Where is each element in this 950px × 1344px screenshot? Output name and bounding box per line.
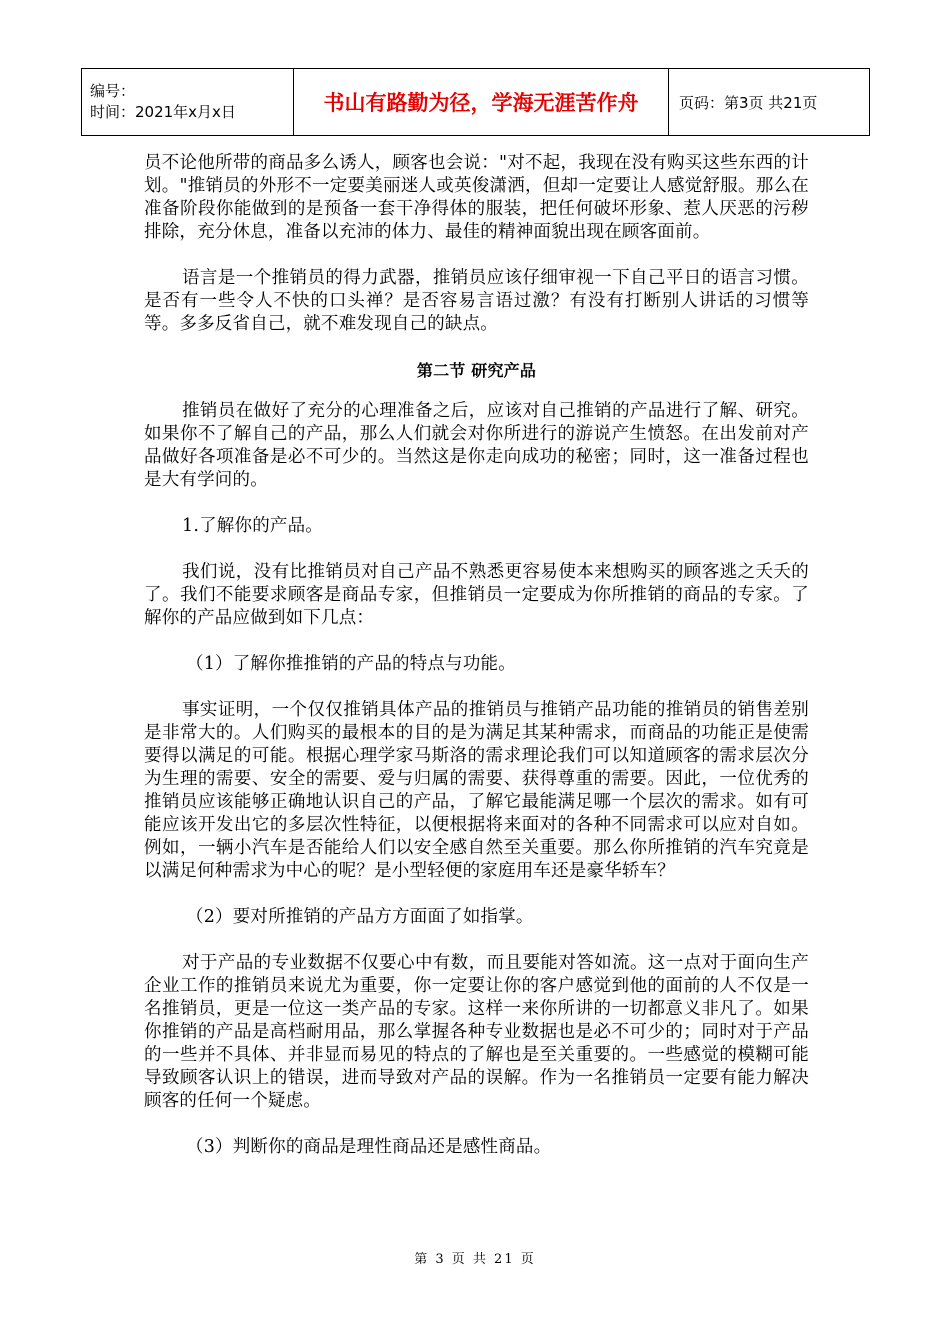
header-table (81, 68, 870, 136)
header-meta-cell (82, 69, 294, 136)
document-body (144, 152, 809, 1182)
paragraph: 对于产品的专业数据不仅要心中有数，而且要能对答如流。这一点对于面向生产企业工作的推销员来说尤为重要，你一定要让你的客户感觉到他的面前的人不仅是一名推销员，更是一位这一类产品的专家。这样一来你所讲的一切都意义非凡了。如果你推销的产品是高档耐用品，那么掌握各种专业数据也是必不可少的；同时对于产品的一些并不具体、并非显而易见的特点的了解也是至关重要的。一些感觉的模糊可能导致顾客认识上的错误，进而导致对产品的误解。作为一名推销员一定要有能力解决顾客的任何一个疑虑。 (144, 953, 809, 1111)
paragraph: 事实证明，一个仅仅推销具体产品的推销员与推销产品功能的推销员的销售差别是非常大的。人们购买的最根本的目的是为满足其某种需求，而商品的功能正是使需要得以满足的可能。根据心理学家马斯洛的需求理论我们可以知道顾客的需求层次分为生理的需要、安全的需要、爱与归属的需要、获得尊重的需要。因此，一位优秀的推销员应该能够正确地认识自己的产品，了解它最能满足哪一个层次的需求。如有可能应该开发出它的多层次性特征，以便根据将来面对的各种不同需求可以应对自如。例如，一辆小汽车是否能给人们以安全感自然至关重要。那么你所推销的汽车究竟是以满足何种需求为中心的呢？是小型轻便的家庭用车还是豪华轿车？ (144, 700, 809, 881)
sub-heading: （3）判断你的商品是理性商品还是感性商品。 (186, 1137, 552, 1157)
header-motto: 书山有路勤为径，学海无涯苦作舟 (294, 69, 669, 136)
sub-heading: （1）了解你推推销的产品的特点与功能。 (186, 654, 516, 674)
sub-heading: （2）要对所推销的产品方方面面了如指掌。 (186, 907, 534, 927)
paragraph: 我们说，没有比推销员对自己产品不熟悉更容易使本来想购买的顾客逃之夭夭的了。我们不能要求顾客是商品专家，但推销员一定要成为你所推销的商品的专家。了解你的产品应做到如下几点： (144, 562, 809, 628)
header-page-info: 页码：第3页 共21页 (669, 69, 870, 136)
paragraph: 语言是一个推销员的得力武器，推销员应该仔细审视一下自己平日的语言习惯。是否有一些令人不快的口头禅？是否容易言语过激？有没有打断别人讲话的习惯等等。多多反省自己，就不难发现自己的缺点。 (144, 268, 809, 334)
paragraph: 推销员在做好了充分的心理准备之后，应该对自己推销的产品进行了解、研究。如果你不了解自己的产品，那么人们就会对你所进行的游说产生愤怒。在出发前对产品做好各项准备是必不可少的。当然这是你走向成功的秘密；同时，这一准备过程也是大有学问的。 (144, 401, 809, 490)
page-footer: 第 3 页 共 21 页 (414, 1252, 536, 1267)
list-heading: 1.了解你的产品。 (182, 516, 323, 536)
document-number-label: 编号： (90, 82, 136, 100)
document-time-label: 时间：2021年x月x日 (90, 103, 236, 121)
paragraph: 员不论他所带的商品多么诱人，顾客也会说："对不起，我现在没有购买这些东西的计划。"推销员的外形不一定要美丽迷人或英俊潇洒，但却一定要让人感觉舒服。那么在准备阶段你能做到的是预备一套干净得体的服装，把任何破坏形象、惹人厌恶的污秽排除，充分休息，准备以充沛的体力、最佳的精神面貌出现在顾客面前。 (144, 153, 809, 242)
section-heading: 第二节 研究产品 (416, 361, 537, 380)
